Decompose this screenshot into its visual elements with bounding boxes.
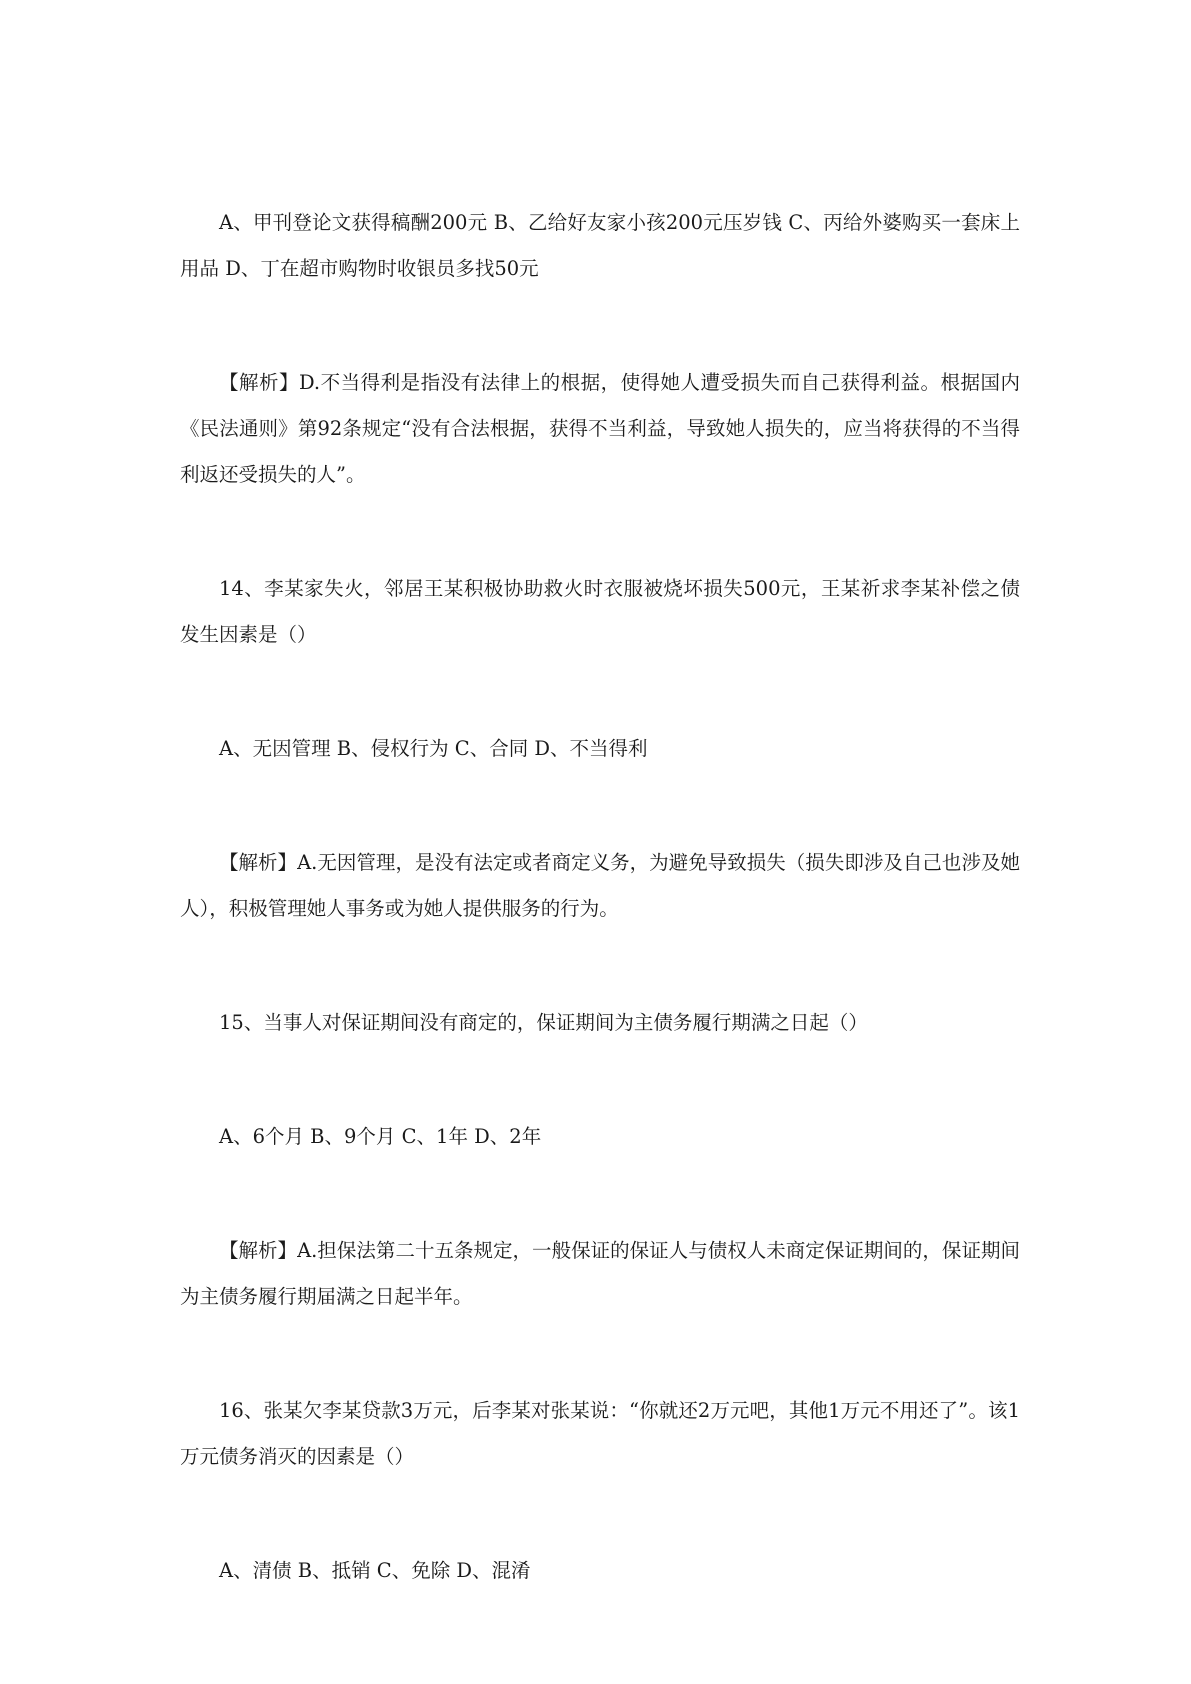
answer-options-13: A、甲刊登论文获得稿酬200元 B、乙给好友家小孩200元压岁钱 C、丙给外婆购买一套床上用品 D、丁在超市购物时收银员多找50元: [180, 211, 1020, 280]
answer-options-15: A、6个月 B、9个月 C、1年 D、2年: [219, 1125, 542, 1148]
document-body: [180, 200, 1020, 1662]
question-16: 16、张某欠李某贷款3万元，后李某对张某说：“你就还2万元吧，其他1万元不用还了”。该1万元债务消灭的因素是（）: [180, 1399, 1020, 1468]
analysis-13: 【解析】D.不当得利是指没有法律上的根据，使得她人遭受损失而自己获得利益。根据国内《民法通则》第92条规定“没有合法根据，获得不当利益，导致她人损失的，应当将获得的不当得利返还受损失的人”。: [180, 371, 1020, 486]
analysis-15: 【解析】A.担保法第二十五条规定，一般保证的保证人与债权人未商定保证期间的，保证期间为主债务履行期届满之日起半年。: [180, 1239, 1020, 1308]
answer-options-16: A、清债 B、抵销 C、免除 D、混淆: [219, 1559, 531, 1582]
answer-options-14: A、无因管理 B、侵权行为 C、合同 D、不当得利: [219, 737, 648, 760]
analysis-14: 【解析】A.无因管理，是没有法定或者商定义务，为避免导致损失（损失即涉及自己也涉及她人），积极管理她人事务或为她人提供服务的行为。: [180, 851, 1020, 920]
question-15: 15、当事人对保证期间没有商定的，保证期间为主债务履行期满之日起（）: [219, 1011, 868, 1034]
question-14: 14、李某家失火，邻居王某积极协助救火时衣服被烧坏损失500元，王某祈求李某补偿之债发生因素是（）: [180, 577, 1020, 646]
